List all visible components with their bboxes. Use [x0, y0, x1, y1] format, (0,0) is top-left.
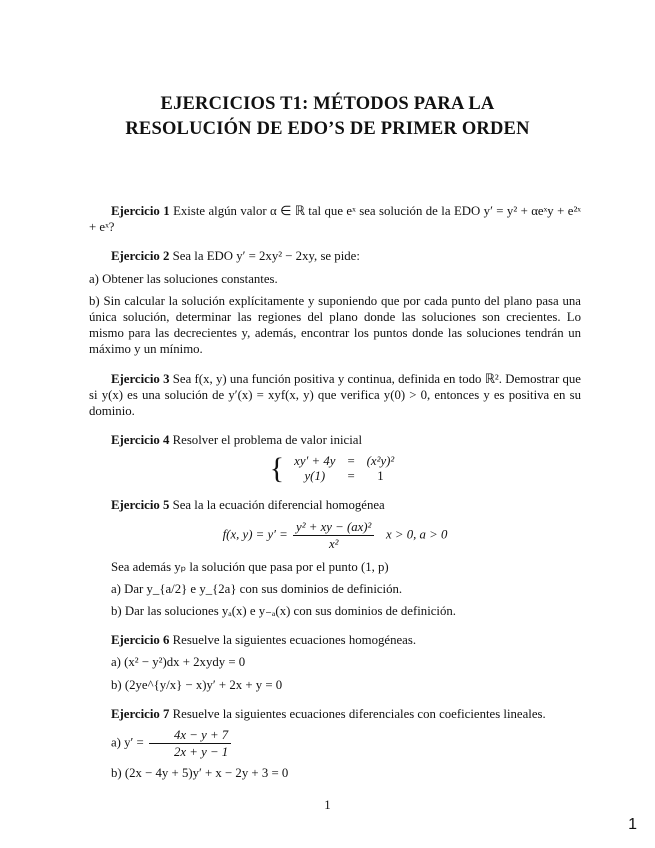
exercise-2 [89, 248, 581, 357]
exercise-2-intro: Sea la EDO y′ = 2xy² − 2xy, se pide: [172, 249, 360, 264]
exercise-2-part-a: a) Obtener las soluciones constantes. [89, 271, 278, 286]
title-line-2: RESOLUCIÓN DE EDO’S DE PRIMER ORDEN [125, 119, 530, 139]
exercise-2-part-b: b) Sin calcular la solución explícitamente y suponiendo que por cada punto del plano pasa una única solución, determinar las regiones del plano donde las soluciones son crecientes. Lo mismo para las decrecientes y, además, encontrar los puntos donde las soluciones tendrán un máximo y un mínimo. [89, 293, 581, 357]
equation-condition: x > 0, a > 0 [386, 527, 448, 542]
exercise-list [89, 203, 581, 794]
exercise-6-part-a: a) (x² − y²)dx + 2xydy = 0 [111, 655, 246, 670]
equation-lhs: f(x, y) = y′ = [222, 527, 288, 542]
equation-denominator: x² [328, 536, 339, 551]
exercise-3-label: Ejercicio 3 [111, 371, 170, 386]
exercise-3 [89, 371, 581, 420]
exercise-1-label: Ejercicio 1 [111, 204, 170, 218]
equation-fraction [293, 520, 374, 551]
exercise-7-part-b: b) (2x − 4y + 5)y′ + x − 2y + 3 = 0 [111, 766, 289, 781]
exercise-5-note: Sea además yₚ la solución que pasa por el punto (1, p) [111, 559, 389, 574]
exercise-7-intro: Resuelve la siguientes ecuaciones diferenciales con coeficientes lineales. [172, 706, 546, 721]
exercise-6-part-b: b) (2ye^{y/x} − x)y′ + 2x + y = 0 [111, 677, 283, 692]
document-title [60, 92, 595, 142]
exercise-5-intro: Sea la la ecuación diferencial homogénea [172, 498, 385, 513]
system-row-1-eq: = [347, 454, 355, 469]
exercise-7-label: Ejercicio 7 [111, 706, 170, 721]
exercise-1 [89, 203, 581, 235]
exercise-7 [89, 706, 581, 781]
initial-value-system [89, 454, 581, 484]
title-line-1: EJERCICIOS T1: MÉTODOS PARA LA [160, 94, 495, 114]
exercise-7-numerator: 4x − y + 7 [149, 728, 231, 744]
exercise-5-label: Ejercicio 5 [111, 498, 170, 513]
exercise-5 [89, 497, 581, 619]
exercise-3-text: Sea f(x, y) una función positiva y continua, definida en todo ℝ². Demostrar que si y(x) es una solución de y′(x) = xyf(x, y) que verifica y(0) > 0, entonces y es positiva en su dominio. [89, 371, 581, 419]
exercise-1-text: Existe algún valor α ∈ ℝ tal que eˣ sea solución de la EDO y′ = y² + αeˣy + e²ˣ + eˣ? [89, 204, 581, 235]
left-brace: { [269, 452, 285, 486]
exercise-4 [89, 432, 581, 484]
exercise-7-part-a [89, 728, 581, 759]
system-row-2-rhs: 1 [377, 469, 384, 484]
exercise-4-intro: Resolver el problema de valor inicial [172, 433, 363, 448]
homogeneous-equation [89, 520, 581, 551]
system-row-2-eq: = [347, 469, 355, 484]
system-row-2-lhs: y(1) [304, 469, 326, 484]
system-row-1-rhs: (x²y)² [366, 454, 395, 469]
exercise-7-part-a-prefix: a) y′ = [111, 735, 144, 750]
equation-numerator: y² + xy − (ax)² [293, 520, 374, 536]
page-number: 1 [324, 798, 331, 812]
exercise-4-label: Ejercicio 4 [111, 433, 170, 448]
system-row-1-lhs: xy′ + 4y [294, 454, 336, 469]
exercise-6-label: Ejercicio 6 [111, 633, 170, 648]
exercise-5-part-b: b) Dar las soluciones yₐ(x) e y₋ₐ(x) con sus dominios de definición. [111, 604, 456, 619]
exercise-6-intro: Resuelve la siguientes ecuaciones homogéneas. [172, 633, 417, 648]
exercise-7-denominator: 2x + y − 1 [173, 745, 229, 760]
viewer-page-indicator: 1 [628, 816, 637, 833]
exercise-2-label: Ejercicio 2 [111, 249, 170, 264]
exercise-6 [89, 632, 581, 693]
exercise-5-part-a: a) Dar y_{a/2} e y_{2a} con sus dominios de definición. [111, 581, 403, 596]
exercise-7-fraction [149, 728, 231, 759]
